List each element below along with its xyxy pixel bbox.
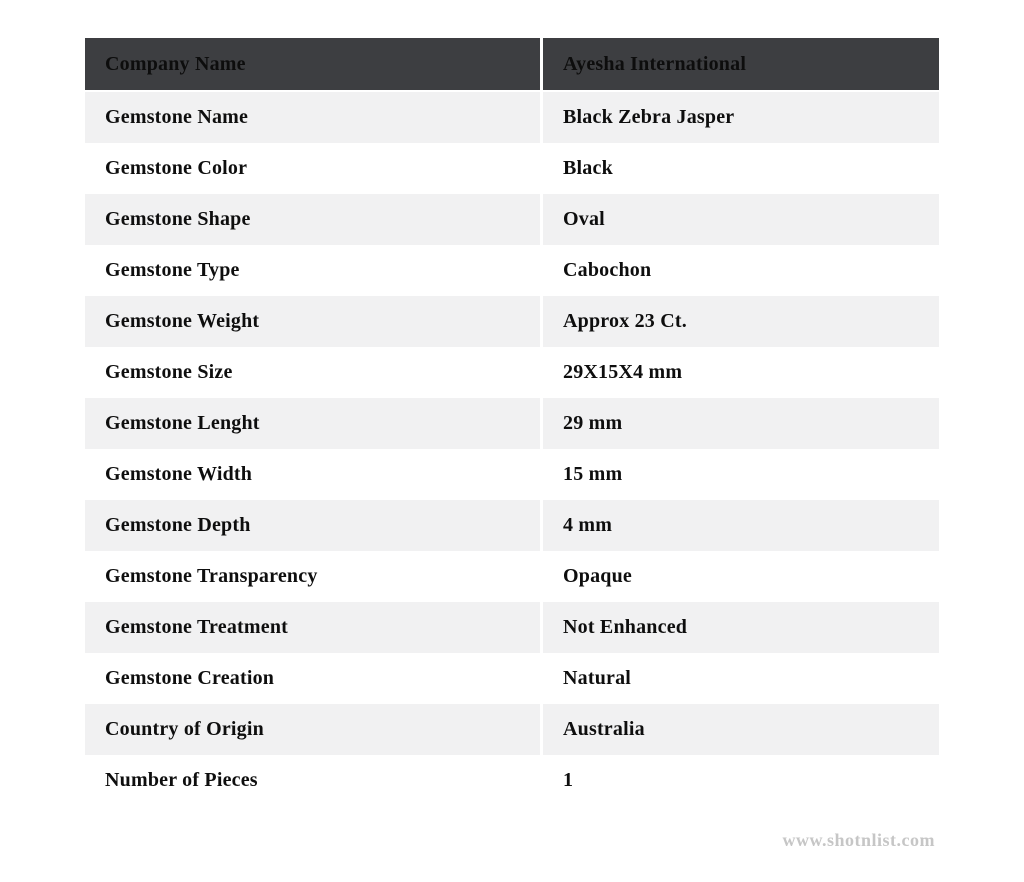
watermark-text: www.shotnlist.com — [782, 830, 935, 850]
row-label-gemstone-creation: Gemstone Creation — [85, 653, 540, 704]
row-label-gemstone-name: Gemstone Name — [85, 92, 540, 143]
row-value-gemstone-creation: Natural — [543, 653, 939, 704]
row-value-gemstone-transparency: Opaque — [543, 551, 939, 602]
row-label-gemstone-size: Gemstone Size — [85, 347, 540, 398]
row-value-gemstone-treatment: Not Enhanced — [543, 602, 939, 653]
row-value-gemstone-color: Black — [543, 143, 939, 194]
row-value-gemstone-shape: Oval — [543, 194, 939, 245]
row-label-gemstone-shape: Gemstone Shape — [85, 194, 540, 245]
table-header-value-cell: Ayesha International — [543, 38, 939, 90]
row-value-number-of-pieces: 1 — [543, 755, 939, 806]
row-label-gemstone-lenght: Gemstone Lenght — [85, 398, 540, 449]
row-label-gemstone-treatment: Gemstone Treatment — [85, 602, 540, 653]
row-label-gemstone-width: Gemstone Width — [85, 449, 540, 500]
row-label-gemstone-depth: Gemstone Depth — [85, 500, 540, 551]
row-value-country-of-origin: Australia — [543, 704, 939, 755]
row-label-gemstone-type: Gemstone Type — [85, 245, 540, 296]
row-value-gemstone-name: Black Zebra Jasper — [543, 92, 939, 143]
row-value-gemstone-size: 29X15X4 mm — [543, 347, 939, 398]
row-value-gemstone-width: 15 mm — [543, 449, 939, 500]
row-label-country-of-origin: Country of Origin — [85, 704, 540, 755]
gemstone-spec-table — [85, 38, 939, 806]
row-value-gemstone-depth: 4 mm — [543, 500, 939, 551]
row-label-gemstone-weight: Gemstone Weight — [85, 296, 540, 347]
row-label-gemstone-transparency: Gemstone Transparency — [85, 551, 540, 602]
row-value-gemstone-weight: Approx 23 Ct. — [543, 296, 939, 347]
row-value-gemstone-type: Cabochon — [543, 245, 939, 296]
row-value-gemstone-lenght: 29 mm — [543, 398, 939, 449]
table-header-label-cell: Company Name — [85, 38, 540, 90]
row-label-number-of-pieces: Number of Pieces — [85, 755, 540, 806]
row-label-gemstone-color: Gemstone Color — [85, 143, 540, 194]
